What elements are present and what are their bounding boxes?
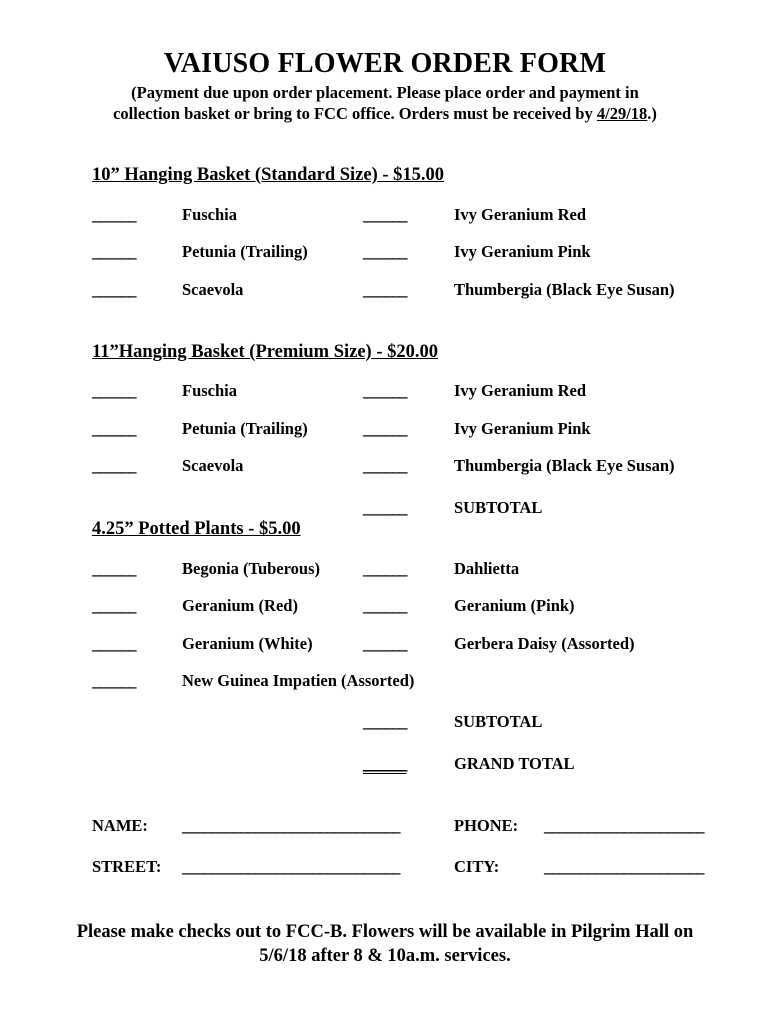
instructions-line-1: (Payment due upon order placement. Please place order and payment in: [131, 83, 639, 102]
quantity-blank[interactable]: ______: [92, 242, 136, 261]
subtotal-label: SUBTOTAL: [454, 498, 543, 517]
footer-text: Please make checks out to FCC-B. Flowers will be available in Pilgrim Hall on 5/6/18 after 8 & 10a.m. services.: [76, 922, 694, 966]
payment-instructions: [0, 82, 770, 124]
footer-note: [0, 920, 770, 968]
phone-label: PHONE:: [454, 816, 519, 835]
subtotal-blank[interactable]: ______: [363, 712, 407, 731]
subtotal-label: SUBTOTAL: [454, 712, 543, 731]
quantity-blank[interactable]: ______: [92, 671, 136, 690]
quantity-blank[interactable]: ______: [92, 596, 136, 615]
street-label: STREET:: [92, 857, 162, 876]
quantity-blank[interactable]: ______: [92, 634, 136, 653]
name-label: NAME:: [92, 816, 148, 835]
quantity-blank[interactable]: ______: [92, 280, 136, 299]
quantity-blank[interactable]: ______: [363, 280, 407, 299]
item-label: Ivy Geranium Pink: [454, 419, 591, 438]
item-label: Thumbergia (Black Eye Susan): [454, 280, 675, 299]
quantity-blank[interactable]: ______: [363, 634, 407, 653]
phone-field[interactable]: ______________________: [544, 816, 704, 835]
item-label: Geranium (Pink): [454, 596, 575, 615]
subtotal-blank[interactable]: ______: [363, 498, 407, 517]
quantity-blank[interactable]: ______: [363, 381, 407, 400]
item-label: Petunia (Trailing): [182, 419, 308, 438]
item-label: Thumbergia (Black Eye Susan): [454, 456, 675, 475]
name-field[interactable]: ______________________________: [182, 816, 400, 835]
quantity-blank[interactable]: ______: [92, 381, 136, 400]
section-title-potted-plants: 4.25” Potted Plants - $5.00: [92, 519, 301, 539]
quantity-blank[interactable]: ______: [92, 456, 136, 475]
quantity-blank[interactable]: ______: [363, 242, 407, 261]
item-label: Petunia (Trailing): [182, 242, 308, 261]
section-title-premium-basket: 11”Hanging Basket (Premium Size) - $20.00: [92, 342, 439, 362]
quantity-blank[interactable]: ______: [92, 205, 136, 224]
quantity-blank[interactable]: ______: [363, 456, 407, 475]
quantity-blank[interactable]: ______: [363, 419, 407, 438]
quantity-blank[interactable]: ______: [363, 205, 407, 224]
grand-total-blank[interactable]: ______: [363, 754, 407, 773]
item-label: Ivy Geranium Pink: [454, 242, 591, 261]
section-title-standard-basket: 10” Hanging Basket (Standard Size) - $15.00: [92, 165, 445, 185]
order-deadline-date: 4/29/18: [596, 104, 648, 123]
item-label: Ivy Geranium Red: [454, 205, 586, 224]
item-label: New Guinea Impatien (Assorted): [182, 671, 415, 690]
item-label: Ivy Geranium Red: [454, 381, 586, 400]
item-label: Geranium (Red): [182, 596, 298, 615]
city-label: CITY:: [454, 857, 500, 876]
item-label: Begonia (Tuberous): [182, 559, 320, 578]
instructions-line-2: collection basket or bring to FCC office. Orders must be received by 4/29/18.): [113, 104, 657, 123]
item-label: Geranium (White): [182, 634, 313, 653]
quantity-blank[interactable]: ______: [363, 596, 407, 615]
item-label: Gerbera Daisy (Assorted): [454, 634, 635, 653]
grand-total-label: GRAND TOTAL: [454, 754, 575, 773]
city-field[interactable]: ______________________: [544, 857, 704, 876]
street-field[interactable]: ______________________________: [182, 857, 400, 876]
quantity-blank[interactable]: ______: [92, 419, 136, 438]
item-label: Fuschia: [182, 205, 238, 224]
item-label: Fuschia: [182, 381, 238, 400]
quantity-blank[interactable]: ______: [363, 559, 407, 578]
quantity-blank[interactable]: ______: [92, 559, 136, 578]
item-label: Dahlietta: [454, 559, 520, 578]
item-label: Scaevola: [182, 456, 244, 475]
item-label: Scaevola: [182, 280, 244, 299]
form-title: VAIUSO FLOWER ORDER FORM: [163, 48, 607, 79]
